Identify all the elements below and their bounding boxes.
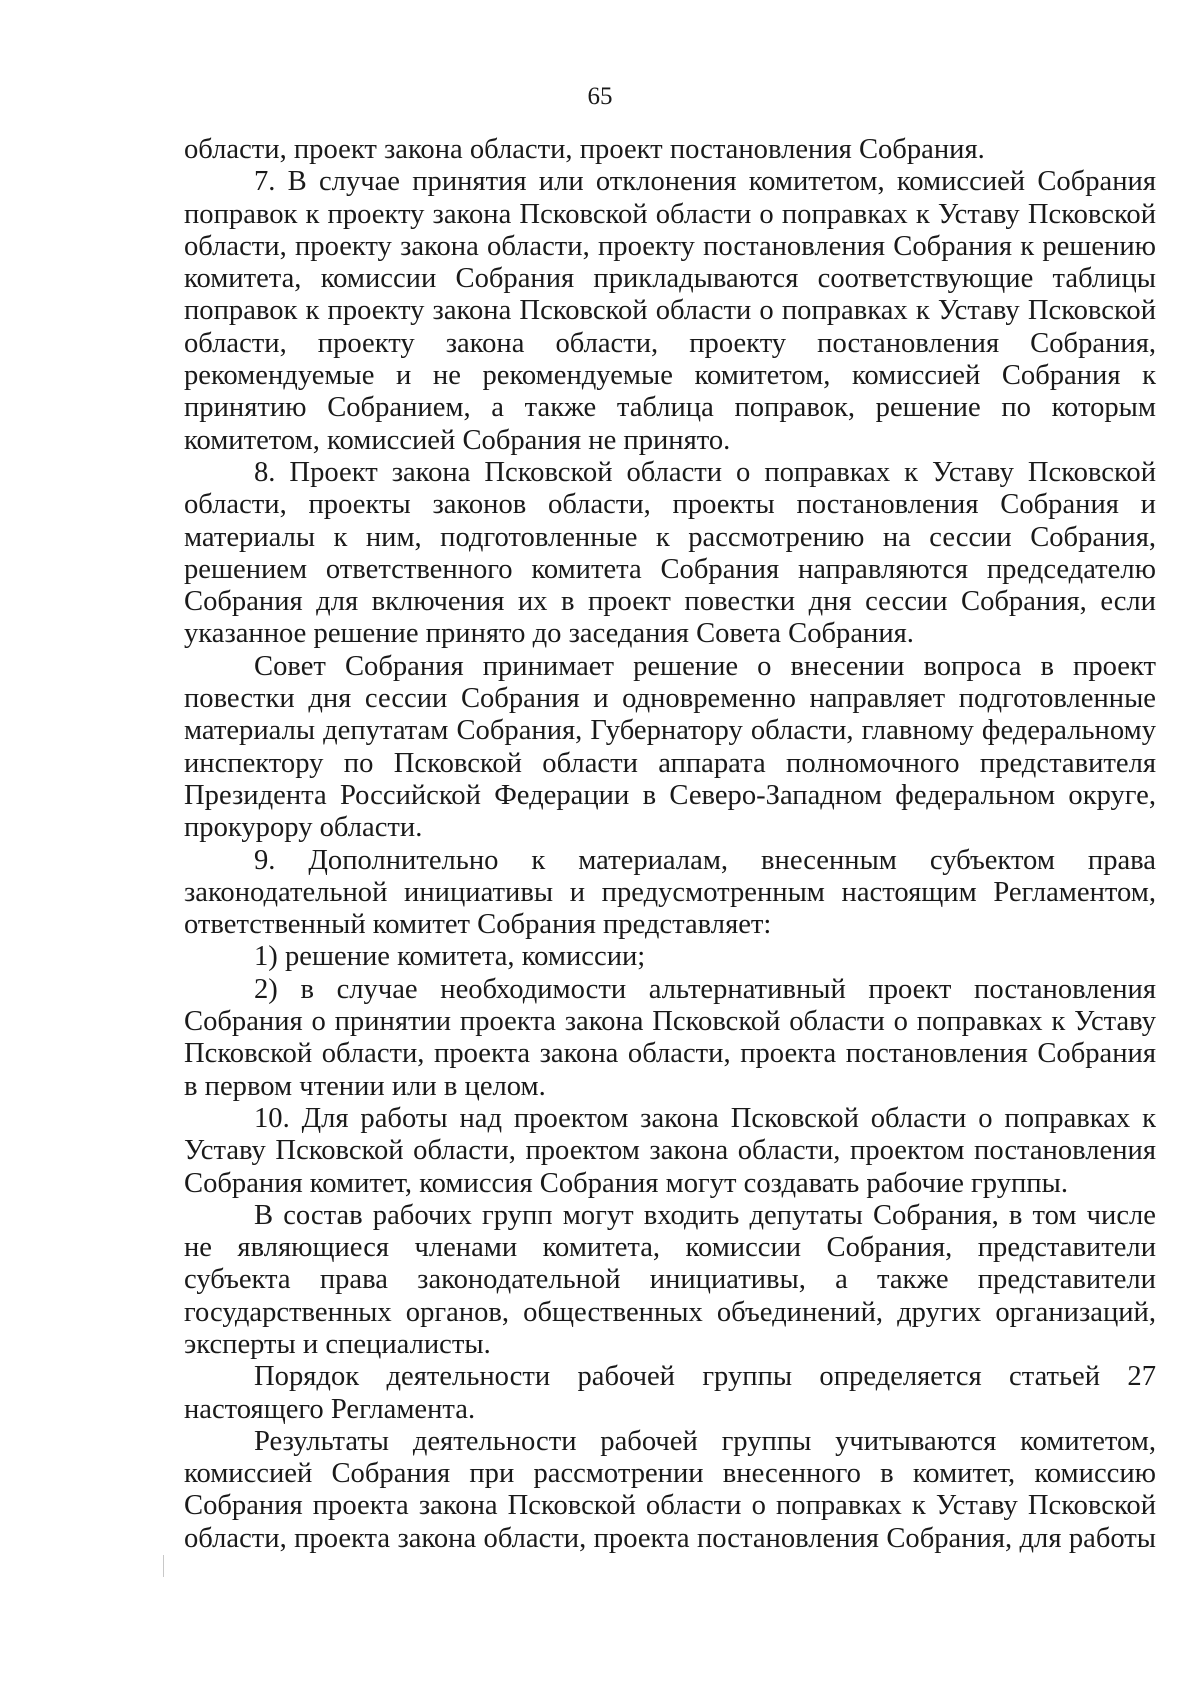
paragraph-working-group-procedure: Порядок деятельности рабочей группы определяется статьей 27 настоящего Регламента.: [184, 1361, 1156, 1425]
paragraph-item-8: 8. Проект закона Псковской области о поправках к Уставу Псковской области, проекты законов области, проекты постановления Собрания и материалы к ним, подготовленные к рассмотрению на сессии Собрания, решением ответственного комитета Собрания направляются председателю Собрания для включения их в проект повестки дня сессии Собрания, если указанное решение принято до заседания Совета Собрания.: [184, 456, 1156, 650]
paragraph-item-9: 9. Дополнительно к материалам, внесенным субъектом права законодательной инициативы и предусмотренным настоящим Регламентом, ответственный комитет Собрания представляет:: [184, 844, 1156, 941]
paragraph-item-10: 10. Для работы над проектом закона Псковской области о поправках к Уставу Псковской области, проектом закона области, проектом постановления Собрания комитет, комиссия Собрания могут создавать рабочие группы.: [184, 1102, 1156, 1199]
paragraph-council-decision: Совет Собрания принимает решение о внесении вопроса в проект повестки дня сессии Собрания и одновременно направляет подготовленные материалы депутатам Собрания, Губернатору области, главному федеральному инспектору по Псковской области аппарата полномочного представителя Президента Российской Федерации в Северо-Западном федеральном округе, прокурору области.: [184, 650, 1156, 844]
list-item-1: 1) решение комитета, комиссии;: [254, 941, 646, 973]
paragraph-working-group-results: Результаты деятельности рабочей группы учитываются комитетом, комиссией Собрания при рассмотрении внесенного в комитет, комиссию Собрания проекта закона Псковской области о поправках к Уставу Псковской области, проекта закона области, проекта постановления Собрания, для работы: [184, 1425, 1156, 1554]
document-body: [184, 134, 1156, 1555]
list-item-2: 2) в случае необходимости альтернативный проект постановления Собрания о принятии проекта закона Псковской области о поправках к Уставу Псковской области, проекта закона области, проекта постановления Собрания в первом чтении или в целом.: [184, 973, 1156, 1102]
paragraph-item-7: 7. В случае принятия или отклонения комитетом, комиссией Собрания поправок к проекту закона Псковской области о поправках к Уставу Псковской области, проекту закона области, проекту постановления Собрания к решению комитета, комиссии Собрания прикладываются соответствующие таблицы поправок к проекту закона Псковской области о поправках к Уставу Псковской области, проекту закона области, проекту постановления Собрания, рекомендуемые и не рекомендуемые комитетом, комиссией Собрания к принятию Собранием, а также таблица поправок, решение по которым комитетом, комиссией Собрания не принято.: [184, 166, 1156, 456]
page-number: 65: [587, 83, 613, 110]
paragraph-continuation: области, проект закона области, проект постановления Собрания.: [184, 134, 985, 165]
paragraph-working-groups-composition: В состав рабочих групп могут входить депутаты Собрания, в том числе не являющиеся членами комитета, комиссии Собрания, представители субъекта права законодательной инициативы, а также представители государственных органов, общественных объединений, других организаций, эксперты и специалисты.: [184, 1199, 1156, 1360]
scan-margin-mark: [163, 1555, 164, 1577]
